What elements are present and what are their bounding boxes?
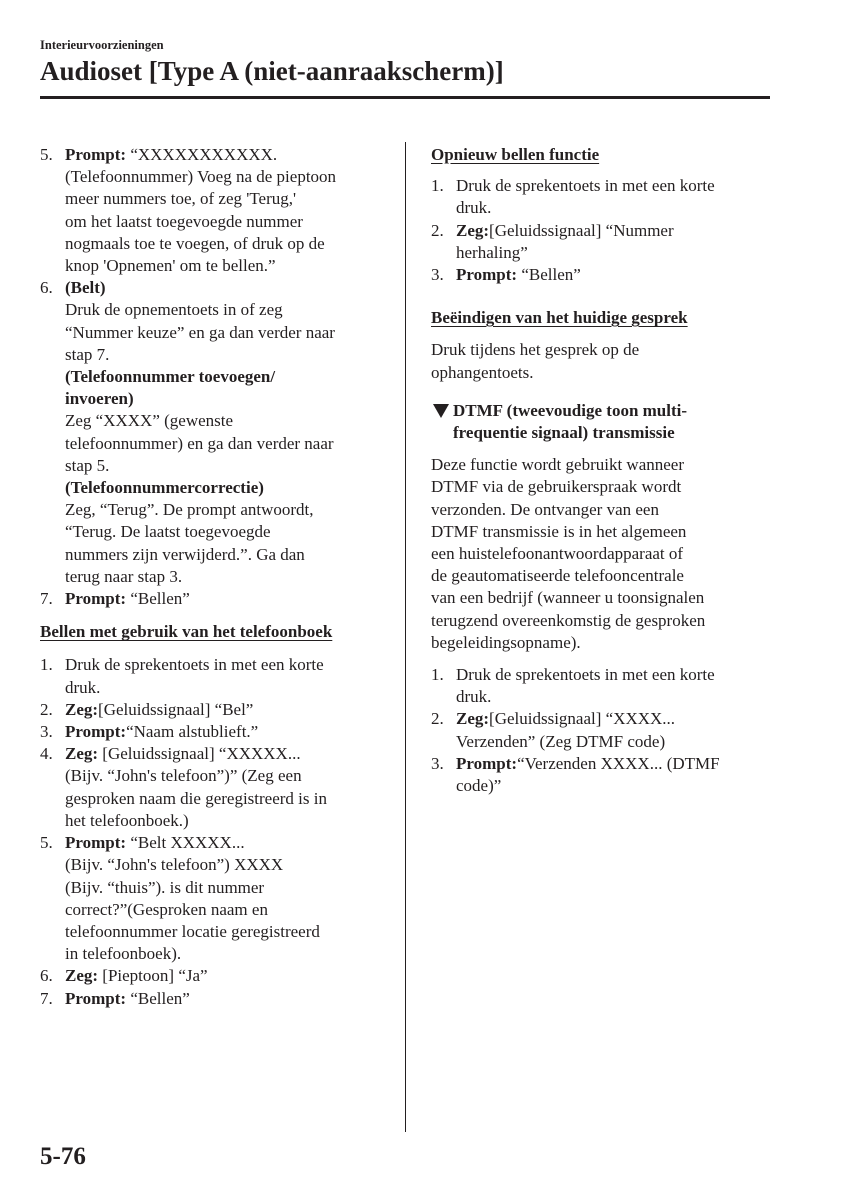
text-run: “Nummer keuze” en ga dan verder naar (65, 322, 335, 342)
text-line: verzonden. De ontvanger van een (431, 499, 659, 519)
text-run: correct?”(Gesproken naam en (65, 899, 268, 919)
text-run: meer nummers toe, of zeg 'Terug,' (65, 189, 297, 209)
list-item-line (65, 322, 392, 344)
text-run: in telefoonboek). (65, 944, 182, 964)
list-item-line (456, 686, 771, 708)
text-run: nogmaals toe te voegen, of druk op de (65, 233, 325, 253)
list-item-line (456, 197, 771, 219)
list-item (431, 264, 771, 286)
text-run: “Belt XXXXX... (126, 833, 245, 853)
list-item (40, 277, 392, 588)
steps-list-dtmf (431, 664, 771, 797)
text-run: gesproken naam die geregistreerd is in (65, 788, 327, 808)
list-item-number: 5. (40, 145, 53, 164)
text-run: telefoonnummer locatie geregistreerd (65, 921, 320, 941)
list-item (431, 664, 771, 708)
list-item-line (65, 277, 392, 299)
list-item (40, 988, 392, 1010)
text-line: DTMF via de gebruikerspraak wordt (431, 477, 682, 497)
list-item-number: 6. (40, 278, 53, 298)
bold-label: Prompt: (65, 589, 127, 609)
list-item-line (456, 753, 771, 775)
text-line: Deze functie wordt gebruikt wanneer (431, 455, 684, 475)
text-run: [Pieptoon] “Ja” (98, 966, 208, 986)
dtmf-heading (431, 400, 771, 444)
list-item (40, 965, 392, 987)
list-item-line (65, 166, 392, 188)
text-run: [Geluidssignaal] “XXXXX... (98, 744, 301, 764)
bold-label: Prompt: (456, 753, 518, 773)
list-item-line (65, 810, 392, 832)
list-item-line (65, 211, 392, 233)
list-item (40, 654, 392, 698)
text-run: druk. (65, 677, 101, 697)
list-item-line (65, 899, 392, 921)
text-run: nummers zijn verwijderd.”. Ga dan (65, 544, 305, 564)
list-item-line (65, 699, 392, 721)
text-line: van een bedrijf (wanneer u toonsignalen (431, 588, 705, 608)
list-item (40, 588, 392, 610)
list-item-line (65, 144, 392, 166)
list-item-number: 7. (40, 988, 53, 1008)
list-item-line (65, 854, 392, 876)
triangle-down-icon (433, 404, 449, 418)
list-item-line (65, 344, 392, 366)
text-run: Verzenden” (Zeg DTMF code) (456, 731, 666, 751)
bold-label: Prompt: (65, 988, 127, 1008)
list-item-line (65, 255, 392, 277)
list-item-line (65, 988, 392, 1010)
list-item-line (65, 455, 392, 477)
list-item-line (65, 677, 392, 699)
left-column (40, 144, 392, 1010)
list-item (40, 699, 392, 721)
text-line: ophangentoets. (431, 362, 534, 382)
heading-phonebook: Bellen met gebruik van het telefoonboek (40, 622, 333, 642)
steps-list-redial (431, 175, 771, 286)
text-run: “Bellen” (126, 589, 190, 609)
text-run: [Geluidssignaal] “XXXX... (489, 709, 676, 729)
end-call-paragraph (431, 339, 771, 383)
list-item (431, 753, 771, 797)
bold-label: Prompt: (65, 833, 127, 853)
heading-end-call: Beëindigen van het huidige gesprek (431, 308, 688, 328)
list-item-line (65, 743, 392, 765)
text-line: terugzend overeenkomstig de gesproken (431, 610, 706, 630)
list-item-line (65, 366, 392, 388)
bold-label: Prompt: (456, 265, 518, 285)
page-title: Audioset [Type A (niet-aanraakscherm)] (40, 56, 504, 86)
bold-label: Zeg: (456, 709, 490, 729)
list-item-line (65, 410, 392, 432)
list-item (40, 721, 392, 743)
list-item-line (65, 877, 392, 899)
text-run: “Naam alstublieft.” (126, 722, 259, 742)
list-item-line (65, 654, 392, 676)
bold-label: Zeg: (65, 744, 99, 764)
text-run: “Bellen” (126, 988, 190, 1008)
list-item-line (456, 175, 771, 197)
text-line: een huistelefoonantwoordapparaat of (431, 544, 684, 564)
list-item-number: 3. (40, 722, 53, 742)
list-item-line (65, 832, 392, 854)
text-line: de geautomatiseerde telefooncentrale (431, 566, 684, 586)
text-run: herhaling” (456, 242, 528, 262)
list-item-line (65, 566, 392, 588)
list-item-line (456, 264, 771, 286)
list-item-line (65, 388, 392, 410)
text-run: “Bellen” (517, 265, 581, 285)
text-run: druk. (456, 198, 492, 218)
list-item-number: 1. (40, 655, 53, 675)
list-item (40, 743, 392, 832)
text-run: om het laatst toegevoegde nummer (65, 211, 303, 231)
text-run: Druk de sprekentoets in met een korte (456, 665, 715, 685)
text-run: “XXXXXXXXXXX. (126, 145, 278, 164)
dtmf-paragraph (431, 454, 771, 654)
list-item-number: 1. (431, 665, 444, 685)
list-item-line (65, 477, 392, 499)
text-run: “Terug. De laatst toegevoegde (65, 522, 271, 542)
bold-label: Zeg: (456, 220, 490, 240)
text-run: (Bijv. “John's telefoon”)” (Zeg een (65, 766, 302, 786)
list-item-line (65, 943, 392, 965)
dtmf-heading-line: DTMF (tweevoudige toon multi- (453, 400, 688, 420)
list-item-number: 7. (40, 589, 53, 609)
bold-label: (Belt) (65, 278, 106, 298)
list-item-line (456, 731, 771, 753)
list-item-line (65, 588, 392, 610)
list-item-number: 2. (431, 709, 444, 729)
steps-list-continued (40, 144, 392, 610)
list-item-number: 5. (40, 833, 53, 853)
section-label: Interieurvoorzieningen (40, 38, 164, 52)
list-item-line (456, 708, 771, 730)
list-item-number: 1. (431, 176, 444, 196)
list-item (431, 220, 771, 264)
bold-label: Zeg: (65, 966, 99, 986)
list-item-number: 6. (40, 966, 53, 986)
list-item-line (65, 965, 392, 987)
list-item-line (456, 664, 771, 686)
text-run: telefoonnummer) en ga dan verder naar (65, 433, 334, 453)
text-run: stap 7. (65, 344, 110, 364)
text-line: DTMF transmissie is in het algemeen (431, 521, 687, 541)
text-run: Druk de sprekentoets in met een korte (65, 655, 324, 675)
text-run: Druk de opnementoets in of zeg (65, 300, 283, 320)
list-item-line (65, 788, 392, 810)
heading-redial: Opnieuw bellen functie (431, 145, 600, 164)
list-item (40, 144, 392, 277)
bold-label: (Telefoonnummercorrectie) (65, 478, 264, 498)
list-item (40, 832, 392, 965)
list-item-line (65, 921, 392, 943)
list-item-number: 3. (431, 265, 444, 285)
list-item-number: 3. (431, 753, 444, 773)
text-run: Druk de sprekentoets in met een korte (456, 176, 715, 196)
text-run: [Geluidssignaal] “Nummer (489, 220, 674, 240)
text-run: het telefoonboek.) (65, 810, 189, 830)
dtmf-heading-line: frequentie signaal) transmissie (453, 423, 675, 443)
text-run: Zeg, “Terug”. De prompt antwoordt, (65, 500, 314, 520)
text-run: (Bijv. “thuis”). is dit nummer (65, 877, 265, 897)
text-run: terug naar stap 3. (65, 566, 183, 586)
list-item-line (65, 499, 392, 521)
text-run: stap 5. (65, 455, 110, 475)
text-line: begeleidingsopname). (431, 632, 581, 652)
text-run: code)” (456, 776, 502, 796)
list-item-line (456, 775, 771, 797)
bold-label: Prompt: (65, 145, 127, 164)
list-item-line (65, 299, 392, 321)
text-run: druk. (456, 687, 492, 707)
list-item (431, 175, 771, 219)
column-divider (405, 142, 406, 1132)
list-item-line (65, 521, 392, 543)
list-item-line (456, 220, 771, 242)
text-run: (Telefoonnummer) Voeg na de pieptoon (65, 167, 337, 187)
text-run: knop 'Opnemen' om te bellen.” (65, 256, 276, 276)
title-rule (40, 96, 770, 99)
list-item-line (65, 188, 392, 210)
bold-label: (Telefoonnummer toevoegen/ (65, 367, 276, 387)
text-run: Zeg “XXXX” (gewenste (65, 411, 234, 431)
list-item-line (65, 765, 392, 787)
list-item-number: 4. (40, 744, 53, 764)
steps-list-phonebook (40, 654, 392, 1009)
list-item-line (65, 544, 392, 566)
text-run: “Verzenden XXXX... (DTMF (517, 753, 720, 773)
bold-label: Prompt: (65, 722, 127, 742)
page-number: 5-76 (40, 1143, 86, 1170)
list-item-number: 2. (40, 699, 53, 719)
list-item (431, 708, 771, 752)
list-item-number: 2. (431, 220, 444, 240)
list-item-line (65, 721, 392, 743)
list-item-line (65, 433, 392, 455)
text-run: (Bijv. “John's telefoon”) XXXX (65, 855, 284, 875)
text-run: [Geluidssignaal] “Bel” (98, 699, 254, 719)
text-line: Druk tijdens het gesprek op de (431, 340, 640, 360)
list-item-line (65, 233, 392, 255)
bold-label: invoeren) (65, 389, 134, 409)
bold-label: Zeg: (65, 699, 99, 719)
list-item-line (456, 242, 771, 264)
right-column (431, 144, 771, 797)
